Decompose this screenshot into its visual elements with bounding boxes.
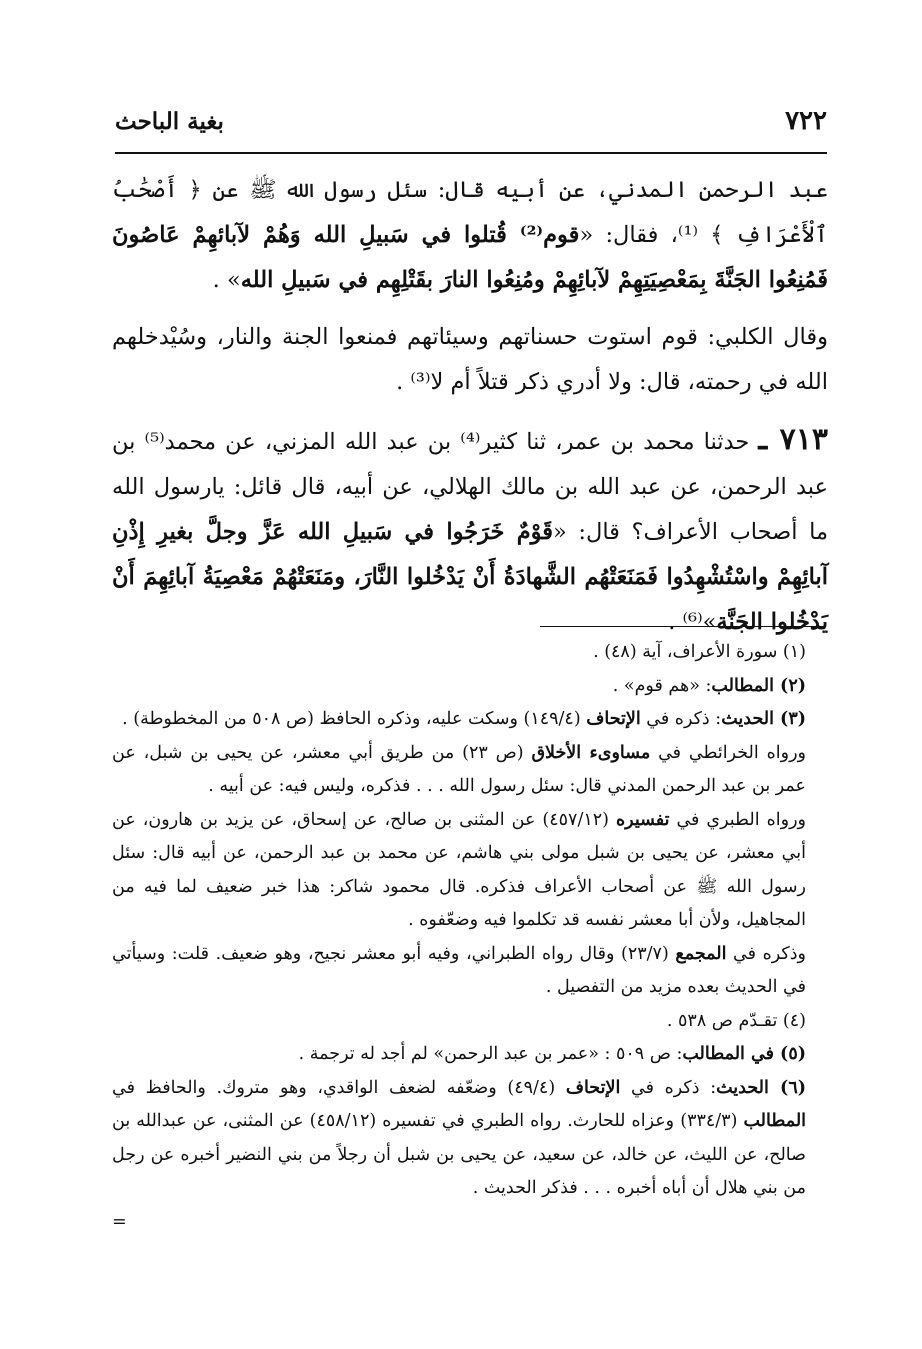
continuation-mark: = <box>112 1211 127 1232</box>
footnote-5: (٥) في المطالب: ص ٥٠٩ : «عمر بن عبد الرحمن» لم أجد له ترجمة . <box>298 1044 806 1064</box>
running-title: بغية الباحث <box>115 108 224 135</box>
main-text <box>112 168 828 657</box>
footnote-3-part-4: وذكره في المجمع (٢٣/٧) وقال رواه الطبراني، وفيه أبو معشر نجيح، وهو ضعيف. قلت: وسيأتي في الحديث بعده مزيد من التفصيل . <box>112 943 806 997</box>
footnote-3-part-3: ورواه الطبري في تفسيره (٤٥٧/١٢) عن المثنى بن صالح، عن إسحاق، عن يزيد بن هارون، عن أبي معشر، عن يحيى بن شبل مولى بني هاشم، عن محمد بن عبد الرحمن، عن أبيه قال: سئل رسول الله ﷺ عن أصحاب الأعراف فذكره. قال محمود شاكر: هذا خبر ضعيف لما فيه من المجاهيل، ولأن أبا معشر نفسه قد تكلموا فيه وضعّفوه . <box>112 809 807 930</box>
footnote-1: (١) سورة الأعراف، آية (٤٨) . <box>593 642 806 662</box>
page-number: ٧٢٢ <box>785 106 827 136</box>
footnote-3: (٣) الحديث: ذكره في الإتحاف (١٤٩/٤) وسكت عليه، وذكره الحافظ (ص ٥٠٨ من المخطوطة) . <box>122 709 806 729</box>
paragraph-hadith-712-end: عبد الرحمن المدني، عن أبيه قال: سئل رسول الله ﷺ عن ﴿ أَصْحَٰبُ ٱلْأَعْرَافِ ﴾ ⁽¹⁾، فقال: «قوم⁽²⁾ قُتلوا في سَبيلِ الله وَهُمْ لآبائهِمْ عَاصُونَ فَمُنِعُوا الجَنَّةَ بِمَعْصِيَتِهِمْ لآبائِهِمْ ومُنِعُوا النارَ بقَتْلِهِم في سَبيلِ الله» . <box>112 177 828 293</box>
footnote-2: (٢) المطالب: «هم قوم» . <box>612 675 806 696</box>
footnote-6: (٦) الحديث: ذكره في الإتحاف (٤٩/٤) وضعّفه لضعف الواقدي، وهو متروك. والحافظ في المطالب (٣٣٤/٣) وعزاه للحارث. رواه الطبري في تفسيره (٤٥٨/١٢) عن المثنى، عن عبدالله بن صالح، عن الليث، عن خالد، عن سعيد، عن يحيى بن شبل أن رجلاً من بني النضير أخبره عن رجل من بني هلال أن أباه أخبره . . . فذكر الحديث . <box>112 1077 807 1198</box>
footnote-separator <box>540 626 825 627</box>
hadith-number: ٧١٣ ـ <box>758 422 828 457</box>
footnotes <box>112 636 828 1239</box>
paragraph-hadith-713: ٧١٣ ـ حدثنا محمد بن عمر، ثنا كثير⁽⁴⁾ بن عبد الله المزني، عن محمد⁽⁵⁾ بن عبد الرحمن، عن عبد الله بن مالك الهلالي، عن أبيه، قال قائل: يارسول الله ما أصحاب الأعراف؟ قال: «قَوْمٌ خَرَجُوا في سَبيلِ الله عَزَّ وجلَّ بغيرِ إِذْنِ آبائِهِمْ واسْتُشْهِدُوا فَمَنَعَتْهُم الشَّهادَةُ أَنْ يَدْخُلوا النَّارَ، ومَنَعَتْهُمْ مَعْصِيَةُ آبائِهِمَ أَنْ يَدْخُلوا الجَنَّة»⁽⁶⁾ . <box>112 422 828 635</box>
footnote-3-part-2: ورواه الخرائطي في مساوىء الأخلاق (ص ٢٣) من طريق أبي معشر، عن يحيى بن شبل، عن عمر بن عبد الرحمن المدني قال: سئل رسول الله . . . فذكره، وليس فيه: عن أبيه . <box>112 742 806 796</box>
page-header <box>115 100 827 154</box>
hadith-text: قَوْمٌ خَرَجُوا في سَبيلِ الله عَزَّ وجلَّ بغيرِ إِذْنِ آبائِهِمْ واسْتُشْهِدُوا فَمَنَعَتْهُم الشَّهادَةُ أَنْ يَدْخُلوا النَّارَ، ومَنَعَتْهُمْ مَعْصِيَةُ آبائِهِمَ أَنْ يَدْخُلوا الجَنَّة <box>112 519 828 635</box>
hadith-text: قوم⁽²⁾ قُتلوا في سَبيلِ الله وَهُمْ لآبائهِمْ عَاصُونَ فَمُنِعُوا الجَنَّةَ بِمَعْصِيَتِهِمْ لآبائِهِمْ ومُنِعُوا النارَ بقَتْلِهِم في سَبيلِ الله <box>112 222 828 293</box>
footnote-4: (٤) تقـدّم ص ٥٣٨ . <box>666 1010 806 1031</box>
paragraph-kalbi: وقال الكلبي: قوم استوت حسناتهم وسيئاتهم فمنعوا الجنة والنار، وسُيْدخلهم الله في رحمته، قال: ولا أدري ذكر قتلاً أم لا⁽³⁾ . <box>112 324 828 395</box>
